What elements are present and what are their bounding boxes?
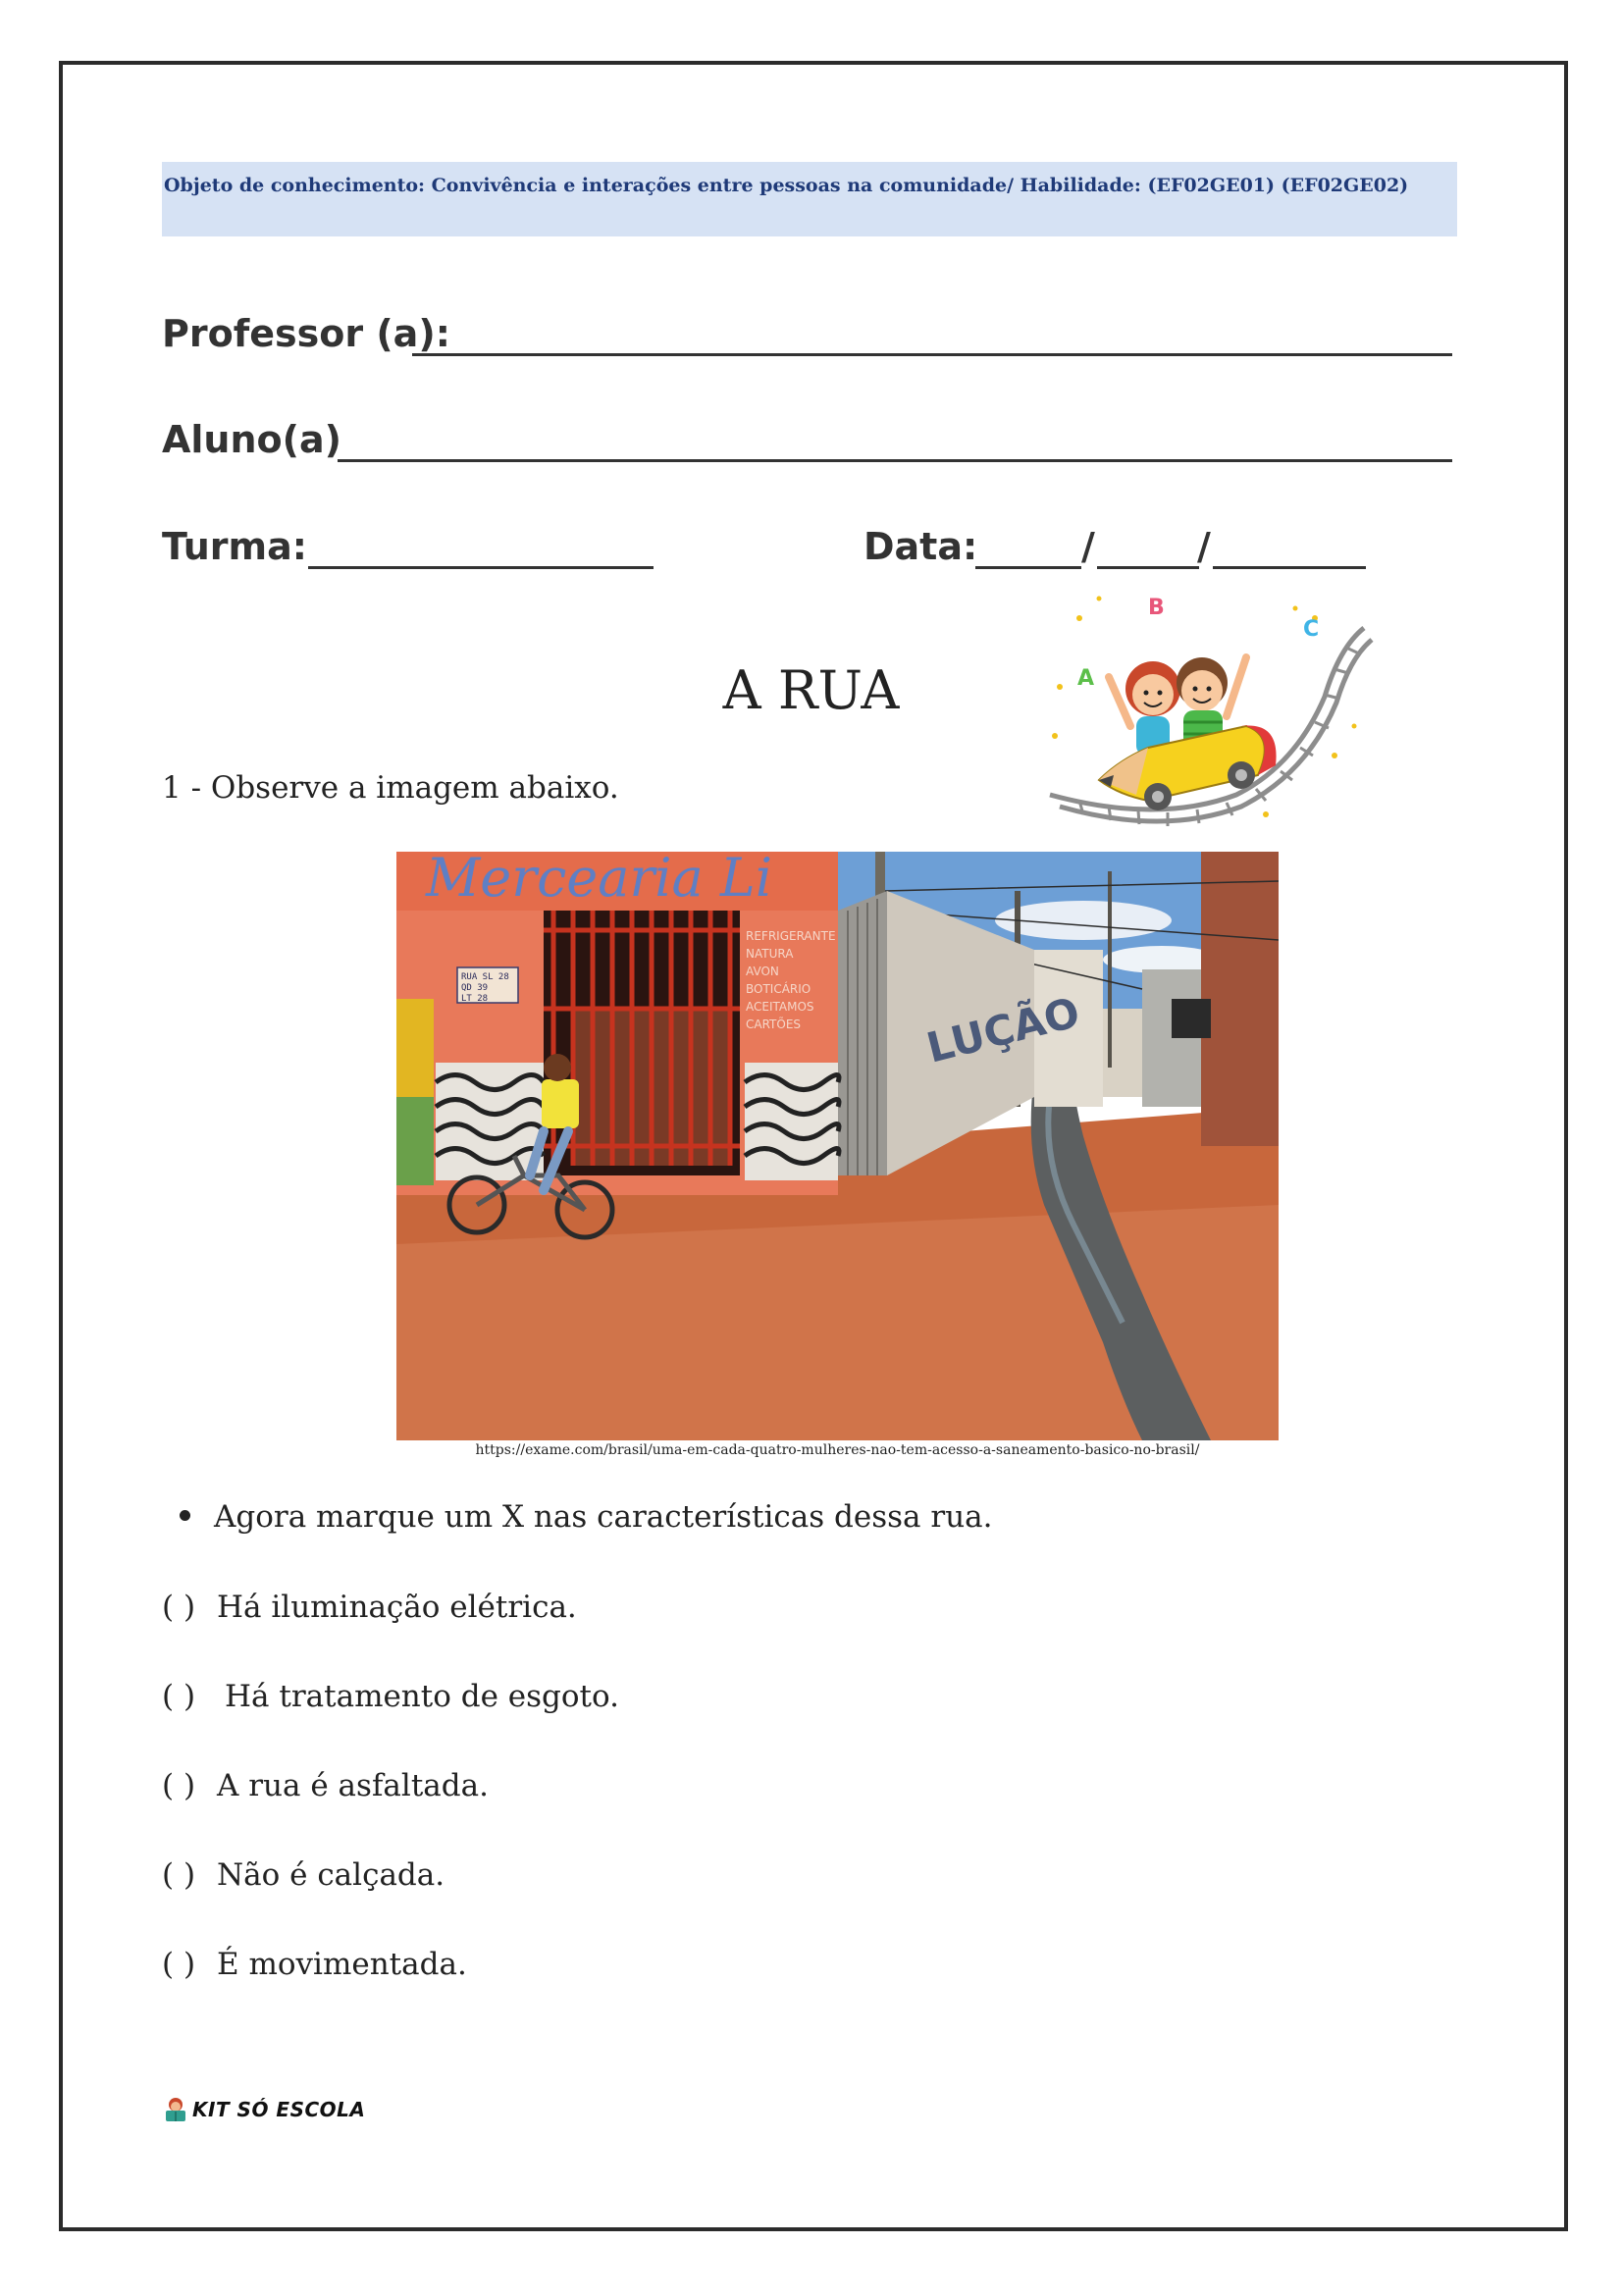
option-label: Não é calçada. [217,1857,445,1893]
professor-label: Professor (a): [162,312,450,355]
month-blank-line[interactable] [1097,566,1199,569]
street-photo-drawing [396,852,1279,1440]
option-label: Há iluminação elétrica. [217,1590,577,1625]
menu-line-1: REFRIGERANTE [746,929,836,943]
pencil-car [1099,726,1277,811]
checkbox-parentheses[interactable]: ( ) [162,1857,196,1893]
option-sewage-treatment[interactable] [162,1679,619,1714]
instruction-text: Agora marque um X nas características dessa rua. [214,1499,993,1535]
kid-reading-icon [163,2096,188,2123]
option-label: É movimentada. [217,1947,467,1982]
photo-source-caption[interactable]: https://exame.com/brasil/uma-em-cada-quatro-mulheres-nao-tem-acesso-a-saneamento-basico-no-brasil/ [475,1442,1200,1458]
menu-line-4: BOTICÁRIO [746,982,811,996]
question-1: 1 - Observe a imagem abaixo. [162,770,619,806]
checkbox-parentheses[interactable]: ( ) [162,1679,196,1714]
brand-logo [163,2096,365,2123]
address-plate-line-1: RUA SL 28 [461,972,509,982]
address-plate-line-2: QD 39 [461,983,489,993]
instruction-bullet [180,1499,993,1535]
aluno-label: Aluno(a) [162,418,342,461]
checkbox-parentheses[interactable]: ( ) [162,1590,196,1625]
bullet-icon [180,1510,190,1521]
checkbox-parentheses[interactable]: ( ) [162,1768,196,1803]
menu-line-5: ACEITAMOS [746,1000,814,1014]
shop-sign-text: Mercearia Li [426,852,773,909]
street-photo [396,852,1279,1440]
worksheet-title: A RUA [722,659,900,721]
option-busy-street[interactable] [162,1947,467,1982]
letter-b-decoration: B [1148,596,1165,620]
year-blank-line[interactable] [1213,566,1366,569]
aluno-blank-line[interactable] [338,459,1452,462]
wall-graffiti-text: LUÇÃO [921,987,1085,1072]
knowledge-objective-banner [162,162,1457,236]
date-slash-1: / [1081,525,1095,568]
date-slash-2: / [1197,525,1211,568]
turma-blank-line[interactable] [308,566,654,569]
option-label: Há tratamento de esgoto. [225,1679,619,1714]
option-electric-lighting[interactable] [162,1590,577,1625]
option-paved-street[interactable] [162,1768,489,1803]
banner-text: Objeto de conhecimento: Convivência e interações entre pessoas na comunidade/ Habilidade: (EF02GE01) (EF02GE02) [164,175,1409,196]
menu-line-2: NATURA [746,947,794,961]
menu-line-3: AVON [746,965,779,978]
letter-a-decoration: A [1077,666,1095,691]
option-no-sidewalk[interactable] [162,1857,445,1893]
address-plate-line-3: LT 28 [461,994,489,1004]
day-blank-line[interactable] [975,566,1081,569]
brand-text: KIT SÓ ESCOLA [192,2098,366,2121]
data-label: Data: [863,525,978,568]
option-label: A rua é asfaltada. [217,1768,489,1803]
professor-blank-line[interactable] [412,353,1452,356]
menu-line-6: CARTÕES [746,1018,802,1031]
turma-label: Turma: [162,525,307,568]
checkbox-parentheses[interactable]: ( ) [162,1947,196,1982]
letter-c-decoration: C [1303,617,1320,642]
